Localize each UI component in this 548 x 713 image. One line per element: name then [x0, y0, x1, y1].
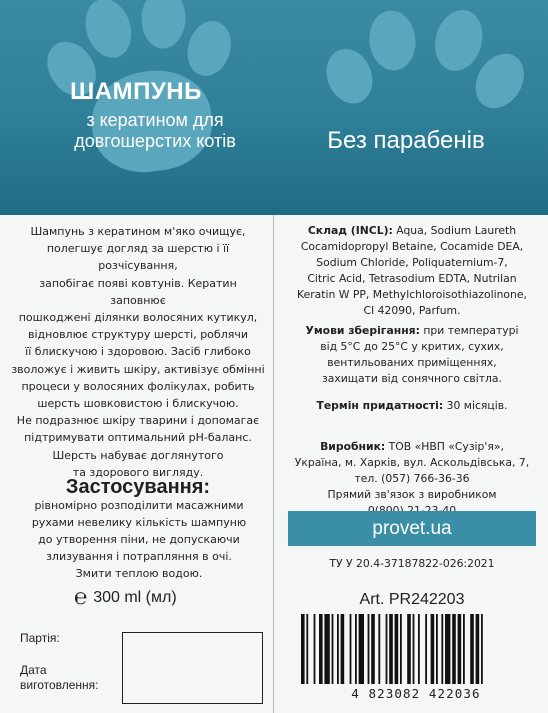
barcode-icon — [301, 614, 531, 684]
manufacturer-block — [281, 439, 543, 519]
composition-block — [281, 223, 543, 319]
subtitle-line: з кератином для — [86, 110, 224, 130]
website-banner: provet.ua — [288, 511, 536, 546]
date-label-line: виготовлення: — [20, 678, 99, 692]
description-line: її блискучою і здоровою. Засіб глибоко — [25, 345, 251, 359]
usage-line: до утворення піни, не допускаючи — [38, 533, 240, 546]
composition-label: Склад (INCL): — [307, 224, 393, 237]
description-line: Не подразнює шкіру тварини і допомагає — [16, 414, 260, 428]
description-line: процеси у волосяних фолікулах, робить — [21, 379, 255, 393]
expiry-label: Термін придатності: — [316, 399, 444, 412]
batch-stamp-box — [122, 632, 263, 704]
storage-text: при температурі — [419, 324, 519, 337]
composition-first-line — [281, 223, 543, 239]
description-line: запобігає появі ковтунів. Кератин заповнює — [39, 276, 237, 307]
net-volume — [74, 584, 177, 609]
description-line: відновлює структуру шерсті, роблячи — [28, 328, 248, 342]
barcode-number: 4 823082 422036 — [351, 686, 481, 701]
storage-label: Умови зберігання: — [305, 324, 420, 337]
expiry-block — [281, 398, 543, 414]
manufacturer-line: Прямий зв'язок з виробником — [327, 488, 497, 501]
description-line: пошкоджені ділянки волосяних кутикул, — [18, 311, 258, 325]
manufacture-date-label — [20, 663, 99, 693]
technical-standard: ТУ У 20.4-37187822-026:2021 — [329, 557, 495, 570]
composition-line: Keratin W PP, Methylchloroisothiazolinone, — [297, 288, 527, 301]
batch-label: Партія: — [20, 631, 60, 645]
product-subtitle — [30, 110, 280, 152]
storage-line: вентильованих приміщеннях, — [327, 356, 497, 369]
usage-instructions — [14, 497, 264, 582]
storage-line: захищати від сонячного світла. — [322, 372, 502, 385]
composition-line: Citric Acid, Tetrasodium EDTA, Nutrilan — [307, 272, 517, 285]
description-line: підтримувати оптимальний pH-баланс. — [24, 431, 252, 445]
volume-value: 300 ml (мл) — [93, 589, 177, 606]
usage-heading: Застосування: — [65, 476, 211, 498]
manufacturer-name: ТОВ «НВП «Сузір'я», — [385, 440, 504, 453]
paraben-free-tagline: Без парабенів — [327, 127, 485, 154]
storage-block — [281, 323, 543, 387]
manufacturer-line: тел. (057) 766-36-36 — [354, 472, 470, 485]
description-line: полегшує догляд за шерстю і її розчісування, — [46, 242, 230, 273]
manufacturer-label: Виробник: — [320, 440, 386, 453]
product-title: ШАМПУНЬ — [70, 78, 202, 105]
usage-line: рівномірно розподілити масажними — [34, 499, 244, 512]
description-line: шерсть шовковистою і блискучою. — [37, 397, 239, 411]
composition-text: Aqua, Sodium Laureth — [392, 224, 517, 237]
date-label-line: Дата — [20, 663, 47, 677]
usage-line: Змити теплою водою. — [75, 567, 203, 580]
usage-line: рухами невелику кількість шампуню — [31, 516, 247, 529]
usage-line: злизування і потрапляння в очі. — [46, 550, 232, 563]
manufacturer-first-line — [281, 439, 543, 455]
paw-print-icon — [30, 0, 257, 213]
subtitle-line: довгошерстих котів — [74, 131, 236, 151]
description-line: зволожує і живить шкіру, активізує обмінні — [11, 362, 265, 376]
column-divider — [273, 215, 274, 713]
article-number: Art. PR242203 — [359, 591, 465, 608]
product-description — [10, 223, 266, 481]
storage-first-line — [281, 323, 543, 339]
description-line: Шерсть набуває доглянутого — [52, 448, 224, 462]
paw-print-icon — [308, 0, 538, 204]
composition-line: CI 42090, Parfum. — [363, 304, 461, 317]
estimated-sign-icon: ℮ — [74, 584, 88, 609]
storage-line: від 5°C до 25°C у критих, сухих, — [320, 340, 504, 353]
header-banner — [0, 0, 548, 215]
composition-line: Cocamidopropyl Betaine, Cocamide DEA, — [300, 240, 524, 253]
composition-line: Sodium Chloride, Poliquaternium-7, — [316, 256, 508, 269]
expiry-value: 30 місяців. — [443, 399, 508, 412]
manufacturer-line: Україна, м. Харків, вул. Аскольдівська, 7, — [294, 456, 530, 469]
description-line: Шампунь з кератином м'яко очищує, — [30, 225, 246, 238]
description-line: та здорового вигляду. — [72, 465, 204, 479]
